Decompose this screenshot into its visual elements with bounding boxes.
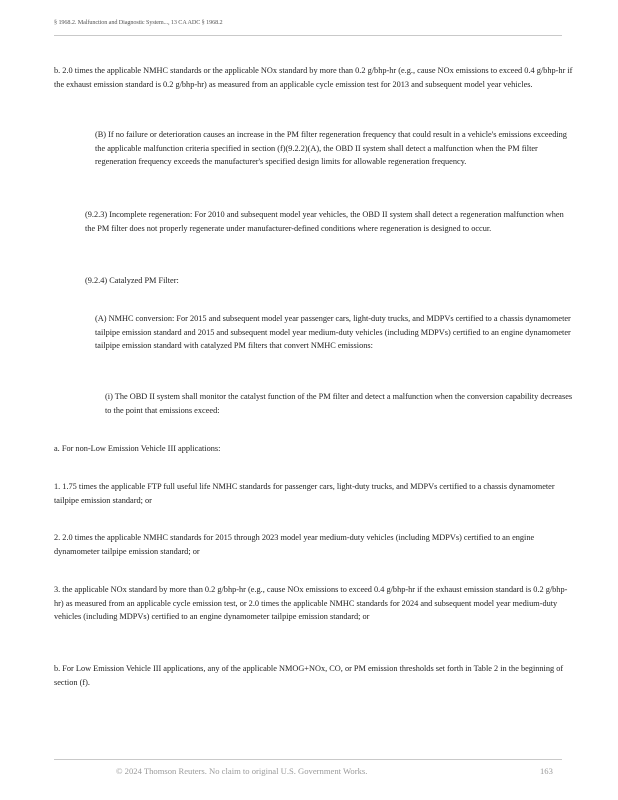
page-number: 163 [540, 766, 553, 776]
footer-copyright: © 2024 Thomson Reuters. No claim to original U.S. Government Works. [116, 766, 368, 776]
running-header: § 1968.2. Malfunction and Diagnostic System..., 13 CA ADC § 1968.2 [54, 19, 223, 26]
header-divider [54, 35, 562, 36]
paragraph-b-regeneration-frequency: (B) If no failure or deterioration causes an increase in the PM filter regeneration frequency that could result in a vehicle's emissions exceeding the applicable malfunction criteria specified in section (f)(9.2.2)(A), the OBD II system shall detect a malfunction when the PM filter regeneration frequency exceeds the manufacturer's specified design limits for allowable regeneration frequency. [95, 130, 567, 167]
paragraph-1-ftp-nmhc: 1. 1.75 times the applicable FTP full useful life NMHC standards for passenger cars, light-duty trucks, and MDPVs certified to a chassis dynamometer tailpipe emission standard; or [54, 482, 555, 505]
footer-divider [54, 759, 562, 760]
paragraph-i-catalyst-monitor: (i) The OBD II system shall monitor the catalyst function of the PM filter and detect a malfunction when the conversion capability decreases to the point that emissions exceed: [105, 392, 573, 415]
paragraph-3-nox-standard: 3. the applicable NOx standard by more than 0.2 g/bhp-hr (e.g., cause NOx emissions to exceed 0.4 g/bhp-hr if the exhaust emission standard is 0.2 g/bhp-hr) as measured from an applicable cycle emission test, or 2.0 times the applicable NMHC standards for 2024 and subsequent model year medium-duty vehicles (including MDPVs) certified to an engine dynamometer tailpipe emission standard; or [54, 585, 568, 622]
paragraph-b-nmhc-nox: b. 2.0 times the applicable NMHC standards or the applicable NOx standard by more than 0.2 g/bhp-hr (e.g., cause NOx emissions to exceed 0.4 g/bhp-hr if the exhaust emission standard is 0.2 g/bhp-hr) as measured from an applicable cycle emission test for 2013 and subsequent model year vehicles. [54, 66, 573, 89]
paragraph-9-2-4-catalyzed-pm-filter: (9.2.4) Catalyzed PM Filter: [85, 276, 179, 285]
paragraph-a-nmhc-conversion: (A) NMHC conversion: For 2015 and subsequent model year passenger cars, light-duty trucks, and MDPVs certified to a chassis dynamometer tailpipe emission standard and 2015 and subsequent model year medium-duty vehicles (including MDPVs) certified to an engine dynamometer tailpipe emission standard with catalyzed PM filters that convert NMHC emissions: [95, 314, 571, 351]
paragraph-9-2-3-incomplete-regeneration: (9.2.3) Incomplete regeneration: For 2010 and subsequent model year vehicles, the OBD II system shall detect a regeneration malfunction when the PM filter does not properly regenerate under manufacturer-defined conditions where regeneration is designed to occur. [85, 210, 564, 233]
paragraph-b-lev-iii: b. For Low Emission Vehicle III applications, any of the applicable NMOG+NOx, CO, or PM emission thresholds set forth in Table 2 in the beginning of section (f). [54, 664, 564, 687]
paragraph-a-non-lev-iii: a. For non-Low Emission Vehicle III applications: [54, 444, 221, 453]
paragraph-2-medium-duty-nmhc: 2. 2.0 times the applicable NMHC standards for 2015 through 2023 model year medium-duty vehicles (including MDPVs) certified to an engine dynamometer tailpipe emission standard; or [54, 533, 535, 556]
